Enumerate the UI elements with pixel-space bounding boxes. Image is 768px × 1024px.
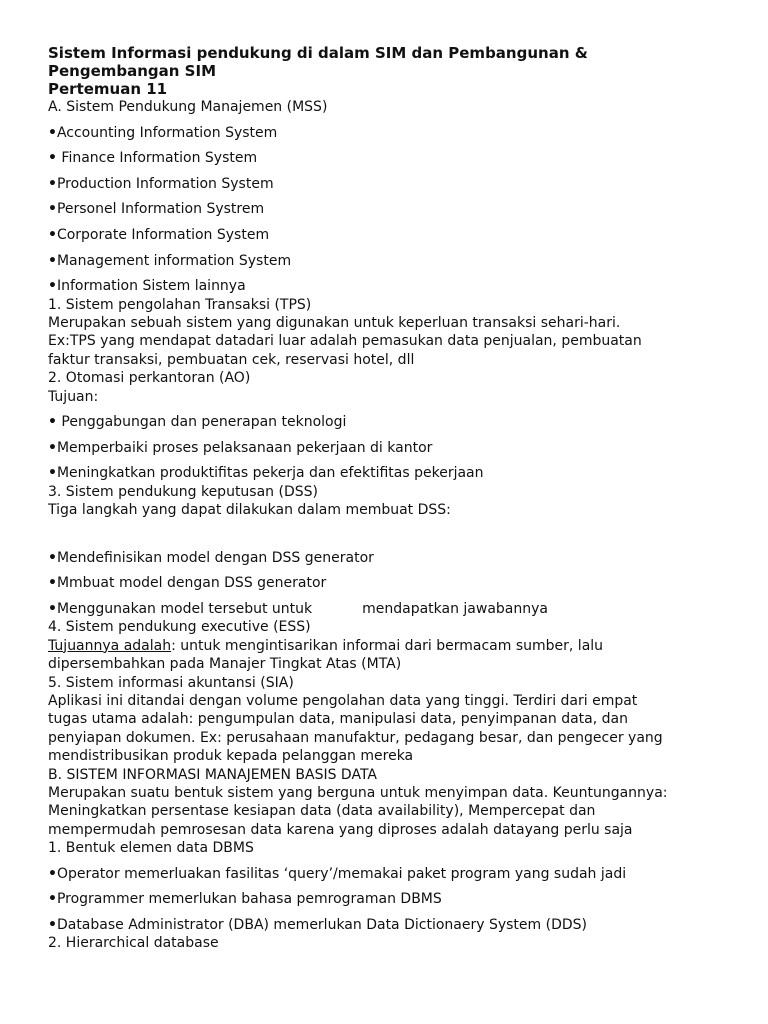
bullet-dot: • — [48, 175, 57, 192]
sia-line: mendistribusikan produk kepada pelanggan mereka — [48, 748, 414, 765]
ao-heading: 2. Otomasi perkantoran (AO) — [48, 370, 251, 387]
bullet-dot: • — [48, 414, 57, 431]
bullet-item: •Information Sistem lainnya — [48, 278, 246, 295]
bullet-dot: • — [48, 865, 57, 882]
bullet-dot: • — [48, 917, 57, 934]
dss-intro: Tiga langkah yang dapat dilakukan dalam membuat DSS: — [48, 502, 451, 519]
bullet-item: •Personel Information Systrem — [48, 201, 265, 218]
title-line-2: Pengembangan SIM — [48, 62, 216, 80]
blank-line — [48, 520, 748, 542]
section-b-line: Merupakan suatu bentuk sistem yang berguna untuk menyimpan data. Keuntungannya: — [48, 785, 668, 802]
ess-line: dipersembahkan pada Manajer Tingkat Atas (MTA) — [48, 656, 402, 673]
sia-line: penyiapan dokumen. Ex: perusahaan manufaktur, pedagang besar, dan pengecer yang — [48, 729, 663, 746]
section-b-heading: B. SISTEM INFORMASI MANAJEMEN BASIS DATA — [48, 766, 377, 783]
bullet-dot: • — [48, 124, 57, 141]
section-b-line: mempermudah pemrosesan data karena yang diproses adalah datayang perlu saja — [48, 821, 633, 838]
bullet-item: • Finance Information System — [48, 150, 258, 167]
bullet-item: •Mmbuat model dengan DSS generator — [48, 575, 327, 592]
title-line-3: Pertemuan 11 — [48, 80, 168, 98]
dss-heading: 3. Sistem pendukung keputusan (DSS) — [48, 483, 318, 500]
sia-line: Aplikasi ini ditandai dengan volume pengolahan data yang tinggi. Terdiri dari empat — [48, 693, 638, 709]
sia-heading: 5. Sistem informasi akuntansi (SIA) — [48, 674, 294, 691]
ess-heading: 4. Sistem pendukung executive (ESS) — [48, 619, 311, 636]
bullet-item: •Corporate Information System — [48, 226, 270, 243]
bullet-item: • Penggabungan dan penerapan teknologi — [48, 414, 347, 431]
ess-underlined-label: Tujuannya adalah — [48, 637, 172, 654]
bullet-item: •Meningkatkan produktifitas pekerja dan efektifitas pekerjaan — [48, 465, 484, 482]
bullet-item: •Memperbaiki proses pelaksanaan pekerjaan di kantor — [48, 439, 433, 456]
document-body — [48, 44, 748, 953]
bullet-dot: • — [48, 252, 57, 269]
bullet-item: •Operator memerluakan fasilitas ‘query’/memakai paket program yang sudah jadi — [48, 865, 627, 882]
bullet-dot: • — [48, 278, 57, 295]
tps-heading: 1. Sistem pengolahan Transaksi (TPS) — [48, 296, 312, 313]
bullet-item: •Mendefinisikan model dengan DSS generator — [48, 549, 374, 566]
bullet-item: •Management information System — [48, 252, 292, 269]
bullet-dot: • — [48, 891, 57, 908]
bullet-item: •Programmer memerlukan bahasa pemrograman DBMS — [48, 891, 442, 908]
tps-line: faktur transaksi, pembuatan cek, reservasi hotel, dll — [48, 351, 415, 368]
heading-a: A. Sistem Pendukung Manajemen (MSS) — [48, 99, 328, 115]
section-b-sub1: 1. Bentuk elemen data DBMS — [48, 840, 254, 857]
bullet-item: •Database Administrator (DBA) memerlukan Data Dictionaery System (DDS) — [48, 917, 587, 934]
title-line-1: Sistem Informasi pendukung di dalam SIM dan Pembangunan & — [48, 44, 588, 62]
tps-line: Merupakan sebuah sistem yang digunakan untuk keperluan transaksi sehari-hari. — [48, 314, 621, 331]
bullet-dot: • — [48, 201, 57, 218]
bullet-dot: • — [48, 575, 57, 592]
sia-line: tugas utama adalah: pengumpulan data, manipulasi data, penyimpanan data, dan — [48, 711, 628, 728]
tps-line: Ex:TPS yang mendapat datadari luar adalah pemasukan data penjualan, pembuatan — [48, 333, 642, 350]
ess-line: Tujuannya adalah: untuk mengintisarikan informai dari bermacam sumber, lalu — [48, 637, 604, 654]
bullet-dot: • — [48, 439, 57, 456]
bullet-dot: • — [48, 465, 57, 482]
bullet-dot: • — [48, 600, 57, 617]
bullet-dot: • — [48, 150, 57, 167]
bullet-item: •Production Information System — [48, 175, 274, 192]
bullet-item: •Menggunakan model tersebut untuk mendapatkan jawabannya — [48, 600, 548, 617]
bullet-item: •Accounting Information System — [48, 124, 278, 141]
bullet-dot: • — [48, 226, 57, 243]
bullet-dot: • — [48, 549, 57, 566]
section-b-line: Meningkatkan persentase kesiapan data (data availability), Mempercepat dan — [48, 803, 596, 820]
section-b-sub2: 2. Hierarchical database — [48, 935, 219, 952]
ao-tujuan: Tujuan: — [48, 388, 99, 405]
